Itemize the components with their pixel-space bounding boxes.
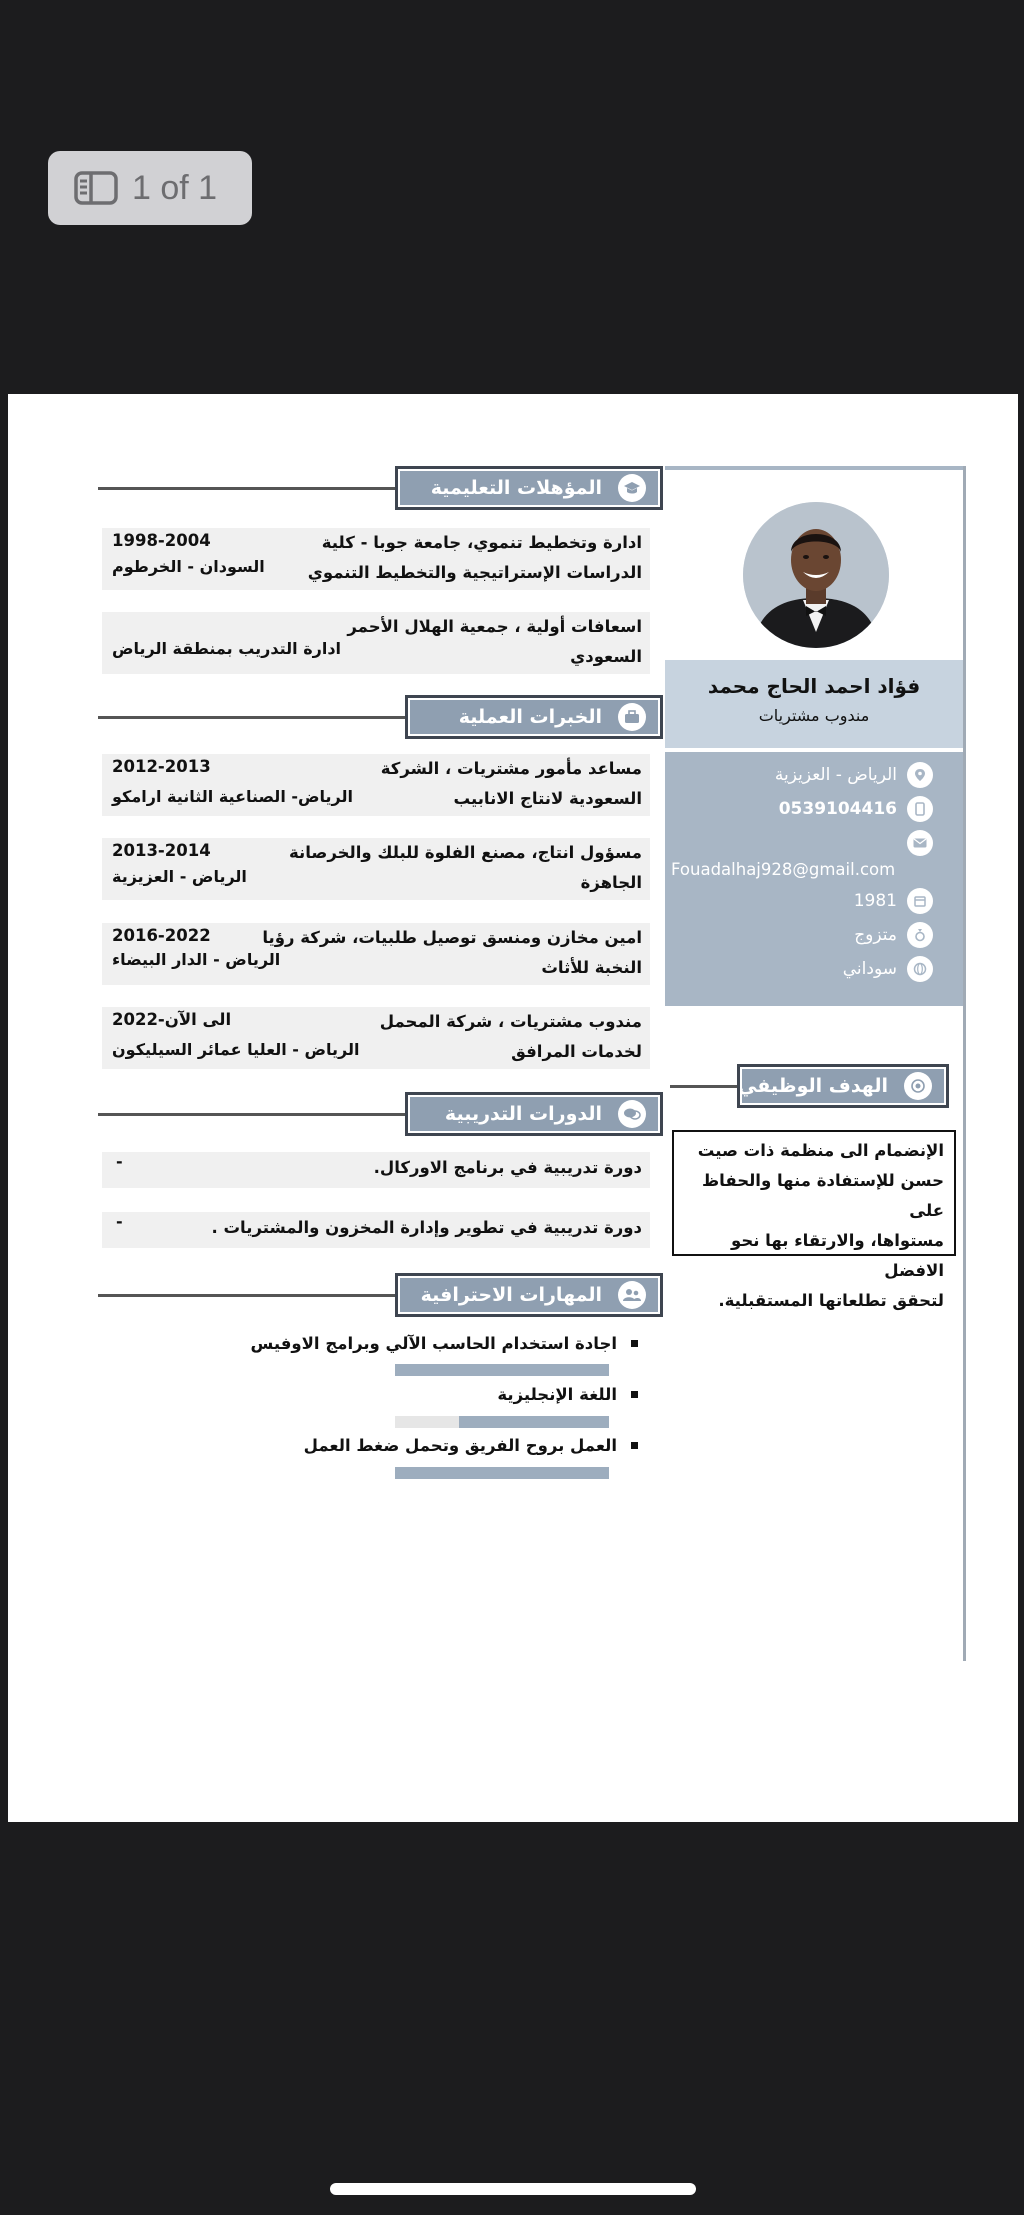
sidebar-rule xyxy=(963,466,966,1661)
section-title: المهارات الاحترافية xyxy=(420,1284,602,1306)
contact-marital-status: متزوج xyxy=(854,922,933,948)
mail-icon xyxy=(907,830,933,856)
section-rule xyxy=(98,487,408,490)
skill-name: العمل بروح الفريق وتحمل ضغط العمل xyxy=(303,1436,617,1455)
contact-location: الرياض - العزيزية xyxy=(775,762,933,788)
skill-item xyxy=(304,1436,638,1455)
experience-location: الرياض- الصناعية الثانية ارامكو xyxy=(112,787,353,806)
experience-location: الرياض - العزيزية xyxy=(112,867,247,886)
skill-item xyxy=(251,1334,638,1353)
name-card xyxy=(665,660,963,748)
briefcase-icon xyxy=(618,703,646,731)
location-pin-icon xyxy=(907,762,933,788)
education-location: ادارة التدريب بمنطقة الرياض xyxy=(112,639,342,658)
education-location: السودان - الخرطوم xyxy=(112,557,265,576)
skill-bar-fill xyxy=(395,1467,609,1479)
experience-date: 2022-الى الآن xyxy=(112,1010,232,1029)
section-rule xyxy=(98,716,418,719)
profile-photo xyxy=(743,502,889,648)
section-header-goal xyxy=(740,1067,946,1105)
section-header-education xyxy=(398,469,660,507)
page-indicator[interactable] xyxy=(48,151,252,225)
person-name: فؤاد احمد الحاج محمد xyxy=(707,674,921,698)
job-title: مندوب مشتريات xyxy=(758,706,870,725)
experience-date: 2016-2022 xyxy=(112,926,211,945)
course-date: - xyxy=(116,1152,123,1171)
course-title: دورة تدريبية في تطوير وإدارة المخزون والمشتريات . xyxy=(211,1218,642,1237)
experience-row: مساعد مأمور مشتريات ، الشركة السعودية لانتاج الانابيب 2012-2013 الرياض- الصناعية الثانية ارامكو xyxy=(102,754,650,816)
bullet xyxy=(631,1442,638,1449)
bullet xyxy=(631,1391,638,1398)
contact-info xyxy=(665,752,963,1006)
experience-location: الرياض - الدار البيضاء xyxy=(112,950,281,969)
phone-icon xyxy=(907,796,933,822)
people-icon xyxy=(618,1281,646,1309)
course-row xyxy=(102,1152,650,1188)
experience-location: الرياض - العليا عمائر السيليكون xyxy=(112,1040,360,1059)
contact-phone[interactable]: 0539104416 xyxy=(779,796,933,822)
experience-row: امين مخازن ومنسق توصيل طلبيات، شركة رؤيا النخبة للأثاث 2016-2022 الرياض - الدار البيضاء xyxy=(102,923,650,985)
section-header-courses xyxy=(408,1095,660,1133)
contact-email-icon-wrap xyxy=(907,830,933,856)
skill-bar xyxy=(395,1467,609,1479)
contact-birth-year: 1981 xyxy=(854,888,933,914)
career-goal-text: الإنضمام الى منظمة ذات صيت حسن للإستفادة منها والحفاظ على مستواها، والارتقاء بها نحو الافضل لتحقق تطلعاتها المستقبلية. xyxy=(672,1130,956,1256)
home-indicator[interactable] xyxy=(330,2183,696,2195)
skill-item xyxy=(497,1385,638,1404)
skill-bar xyxy=(395,1364,609,1376)
section-rule xyxy=(98,1294,408,1297)
bullet xyxy=(631,1340,638,1347)
skill-name: اللغة الإنجليزية xyxy=(497,1385,617,1404)
experience-date: 2013-2014 xyxy=(112,841,211,860)
section-title: المؤهلات التعليمية xyxy=(430,477,602,499)
skill-bar-fill xyxy=(395,1364,609,1376)
experience-date: 2012-2013 xyxy=(112,757,211,776)
education-date: 1998-2004 xyxy=(112,531,211,550)
chat-bubbles-icon xyxy=(618,1100,646,1128)
skill-bar xyxy=(395,1416,609,1428)
section-title: الدورات التدريبية xyxy=(444,1103,602,1125)
page-indicator-text: 1 of 1 xyxy=(132,168,218,207)
experience-row: مسؤول انتاج، مصنع الفلوة للبلك والخرصانة الجاهزة 2013-2014 الرياض - العزيزية xyxy=(102,838,650,900)
education-row: اسعافات أولية ، جمعية الهلال الأحمر السعودي ادارة التدريب بمنطقة الرياض xyxy=(102,612,650,674)
resume-page xyxy=(8,394,1018,1822)
target-icon xyxy=(904,1072,932,1100)
course-title: دورة تدريبية في برنامج الاوركال. xyxy=(373,1158,642,1177)
sidebar-icon xyxy=(74,171,118,205)
skill-name: اجادة استخدام الحاسب الآلي وبرامج الاوفيس xyxy=(250,1334,617,1353)
contact-nationality: سوداني xyxy=(843,956,933,982)
experience-row: مندوب مشتريات ، شركة المحمل لخدمات المرافق 2022-الى الآن الرياض - العليا عمائر السيليكون xyxy=(102,1007,650,1069)
section-title: الهدف الوظيفي xyxy=(738,1075,888,1097)
section-rule xyxy=(98,1113,418,1116)
section-header-experience xyxy=(408,698,660,736)
skill-bar-fill xyxy=(459,1416,609,1428)
globe-icon xyxy=(907,956,933,982)
contact-email[interactable]: Fouadalhaj928@gmail.com xyxy=(671,860,896,879)
course-row xyxy=(102,1212,650,1248)
section-header-skills xyxy=(398,1276,660,1314)
section-title: الخبرات العملية xyxy=(458,706,602,728)
course-date: - xyxy=(116,1212,123,1231)
calendar-icon xyxy=(907,888,933,914)
sidebar-rule xyxy=(665,466,966,470)
profile-sidebar xyxy=(665,466,966,1661)
ring-icon xyxy=(907,922,933,948)
graduation-cap-icon xyxy=(618,474,646,502)
education-row: ادارة وتخطيط تنموي، جامعة جوبا - كلية الدراسات الإستراتيجية والتخطيط التنموي 1998-2004 السودان - الخرطوم xyxy=(102,528,650,590)
